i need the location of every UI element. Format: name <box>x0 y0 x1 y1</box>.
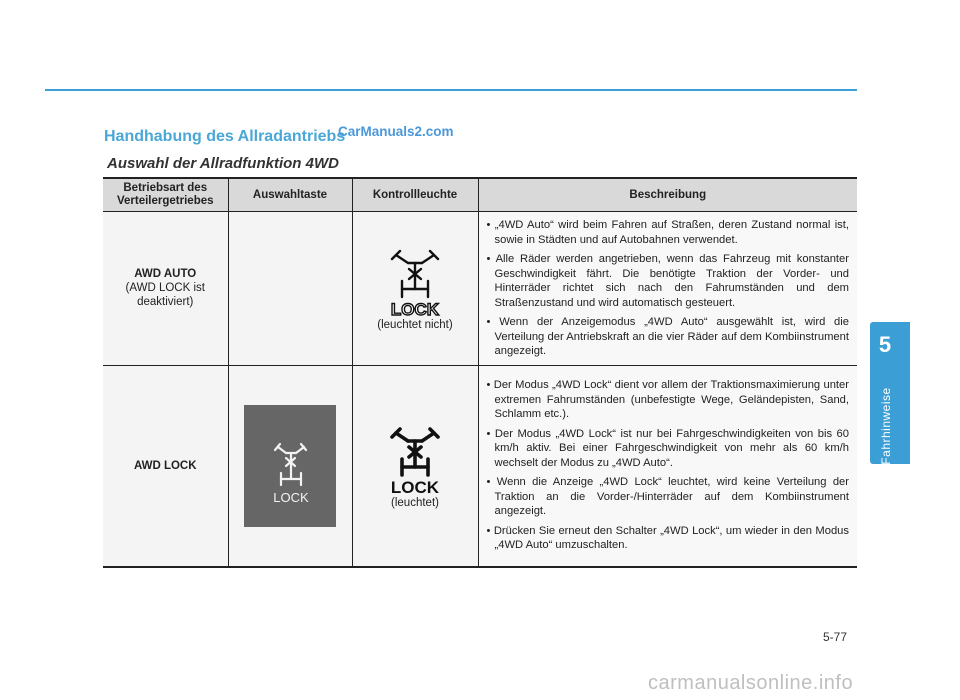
page-number: 5-77 <box>823 630 848 644</box>
description-item: • Der Modus „4WD Lock“ ist nur bei Fahrgeschwindigkeiten von bis 60 km/h aktiv. Bei einer Fahrgeschwindigkeit von mehr als 60 km/h wechselt der Modus zu „4WD Auto“. <box>486 427 849 469</box>
table-row <box>103 365 857 567</box>
section-title: Handhabung des Allradantriebs <box>104 128 346 145</box>
table-header-row <box>103 178 857 212</box>
mode-cell <box>103 212 228 366</box>
chapter-number: 5 <box>878 332 892 357</box>
description-cell <box>478 365 857 567</box>
description-item: • Wenn die Anzeige „4WD Lock“ leuchtet, wird keine Verteilung der Traktion an die Vorder-/Hinterräder auf dem Kombiinstrument angezeigt. <box>486 476 849 518</box>
mode-name: AWD LOCK <box>133 459 197 472</box>
mode-note: (AWD LOCK ist deaktiviert) <box>125 282 205 309</box>
description-item: • Wenn der Anzeigemodus „4WD Auto“ ausgewählt ist, wird die Verteilung der Antriebskraft an die vier Räder auf dem Kombiinstrument angezeigt. <box>486 316 849 357</box>
description-cell <box>478 212 857 366</box>
indicator-caption: (leuchtet nicht) <box>377 319 453 332</box>
awd-lock-outline-icon <box>385 245 445 317</box>
top-rule <box>45 89 857 91</box>
footer-watermark: carmanualsonline.info <box>648 672 854 694</box>
awd-mode-table <box>103 177 857 568</box>
indicator-cell <box>352 212 478 366</box>
awd-lock-button-icon <box>244 405 336 527</box>
table-row <box>103 212 857 366</box>
chapter-tab[interactable] <box>870 322 910 464</box>
switch-cell-empty <box>228 212 352 366</box>
description-item: • „4WD Auto“ wird beim Fahren auf Straßen, deren Zustand normal ist, sowie in Städten und auf Autobahnen verwendet. <box>486 219 849 246</box>
mode-cell <box>103 365 228 567</box>
indicator-cell <box>352 365 478 567</box>
indicator-caption: (leuchtet) <box>391 496 439 509</box>
awd-lock-filled-icon <box>385 423 445 495</box>
chapter-name: Fahrhinweise <box>879 387 893 465</box>
description-list <box>479 212 858 365</box>
description-list <box>479 372 858 559</box>
description-item: • Drücken Sie erneut den Schalter „4WD Lock“, um wieder in den Modus „4WD Auto“ umzuschalten. <box>486 524 849 552</box>
description-item: • Der Modus „4WD Lock“ dient vor allem der Traktionsmaximierung unter extremen Fahrumständen (unbefestigte Wege, Geländepisten, Sand, Schlamm etc.). <box>486 379 849 421</box>
column-header: Betriebsart des Verteilergetriebes <box>103 178 228 212</box>
column-header: Kontrollleuchte <box>352 178 478 212</box>
mode-name: AWD AUTO <box>134 268 197 281</box>
watermark-link[interactable]: CarManuals2.com <box>338 124 454 139</box>
switch-label: LOCK <box>273 489 309 505</box>
switch-cell <box>228 365 352 567</box>
awd-lock-button[interactable] <box>244 405 336 527</box>
lock-indicator-text: LOCK <box>390 300 440 318</box>
subsection-title: Auswahl der Allradfunktion 4WD <box>107 155 339 172</box>
lock-indicator-text: LOCK <box>390 477 440 495</box>
column-header: Beschreibung <box>478 178 857 212</box>
description-item: • Alle Räder werden angetrieben, wenn das Fahrzeug mit konstanter Geschwindigkeit fährt. Die benötigte Traktion der Vorder- und Hinterräder richtet sich nach den Fahrumständen und dem Straßenzustand und wird automatisch gesteuert. <box>486 253 849 309</box>
column-header: Auswahltaste <box>228 178 352 212</box>
